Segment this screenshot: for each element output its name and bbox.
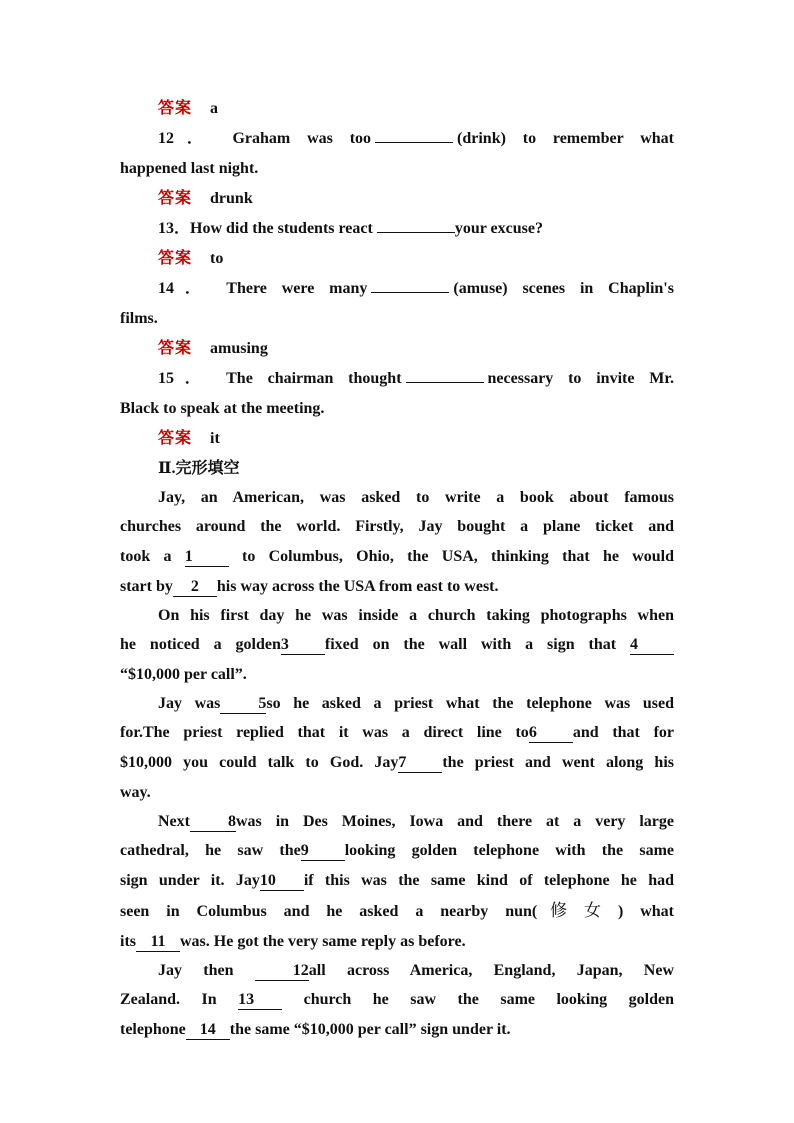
answer-label: 答案 [158,430,193,447]
passage-line: Jay, an American, was asked to write a book about famous [158,489,674,506]
passage-line: $10,000 you could talk to God. Jay7 the priest and went along his [120,754,674,771]
passage-line: Zealand. In 13 church he saw the same looking golden [120,991,674,1008]
passage-line: sign under it. Jay10 if this was the same kind of telephone he had [120,872,674,889]
answer-label: 答案 [158,340,193,357]
fill-blank[interactable] [371,274,449,293]
blank-number[interactable]: 9 [301,842,345,861]
answer-text: to [210,250,224,267]
blank-number[interactable]: 11 [136,933,180,952]
passage-line: way. [120,784,151,801]
question-text: The chairman thought [226,370,402,387]
question-number: 12． [158,130,216,147]
answer-line [120,424,674,454]
answer-label: 答案 [158,190,193,207]
question-text: (amuse) scenes in Chaplin's [453,280,674,297]
passage-line: its 11 was. He got the very same reply as before. [120,933,466,950]
question-text: necessary to invite Mr. [487,370,674,387]
answer-line [120,244,674,274]
question-number: 14． [158,280,212,297]
blank-number[interactable]: 13 [238,991,282,1010]
blank-number[interactable]: 5 [220,695,266,714]
passage-line: Jay was 5so he asked a priest what the telephone was used [158,695,675,712]
passage-line: On his first day he was inside a church taking photographs when [158,607,674,624]
passage-line: “$10,000 per call”. [120,666,247,683]
passage-paragraph-2 [120,602,674,690]
fill-blank[interactable] [375,124,453,143]
answer-line [120,334,674,364]
answer-text: a [210,100,219,117]
blank-number[interactable]: 7 [398,754,442,773]
question-number: 13． [158,220,191,237]
passage-paragraph-5 [120,957,674,1045]
section-title: Ⅱ.完形填空 [158,460,240,477]
passage-line: Next 8was in Des Moines, Iowa and there at a very large [158,813,674,830]
answer-text: it [210,430,220,447]
passage-line: seen in Columbus and he asked a nearby nun(修女) what [120,901,675,921]
blank-number[interactable]: 6 [529,724,573,743]
passage-line: he noticed a golden3 fixed on the wall with a sign that 4 [120,630,674,660]
question-text: your excuse? [454,220,543,237]
answer-line [120,184,674,214]
passage-line: took a 1 to Columbus, Ohio, the USA, thinking that he would [120,548,675,565]
fill-blank[interactable] [406,364,484,383]
passage-paragraph-1 [120,484,674,602]
answer-text: drunk [210,190,253,207]
answer-text: amusing [210,340,268,357]
question-number: 15． [158,370,212,387]
document-page [120,94,674,1045]
question-text: How did the students react [190,220,373,237]
question-12-cont: happened last night. [120,160,259,177]
question-15-cont: Black to speak at the meeting. [120,400,325,417]
chinese-gloss: 修女 [537,901,618,921]
question-text: (drink) to remember what [457,130,674,147]
blank-number[interactable]: 1 [185,548,229,567]
fill-blank[interactable] [377,214,455,233]
question-13 [120,214,674,244]
blank-number[interactable]: 8 [190,813,236,832]
answer-line [120,94,674,124]
question-text: There were many [226,280,368,297]
passage-line: churches around the world. Firstly, Jay bought a plane ticket and [120,518,674,535]
blank-number[interactable]: 4 [630,636,674,655]
answer-label: 答案 [158,100,193,117]
question-14 [120,274,674,304]
blank-number[interactable]: 14 [186,1021,230,1040]
answer-label: 答案 [158,250,193,267]
question-text: Graham was too [232,130,372,147]
blank-number[interactable]: 2 [173,578,217,597]
passage-paragraph-4 [120,808,674,957]
blank-number[interactable]: 10 [260,872,304,891]
question-15 [120,364,674,394]
blank-number[interactable]: 12 [255,962,309,981]
blank-number[interactable]: 3 [281,636,325,655]
question-12 [120,124,674,154]
passage-paragraph-3 [120,690,674,808]
question-14-cont: films. [120,310,158,327]
passage-line: telephone 14 the same “$10,000 per call” sign under it. [120,1021,511,1038]
passage-line: start by 2 his way across the USA from east to west. [120,578,499,595]
passage-line: cathedral, he saw the9 looking golden telephone with the same [120,842,674,859]
passage-line: for.The priest replied that it was a direct line to6 and that for [120,724,675,741]
passage-line: Jay then 12all across America, England, Japan, New [158,962,675,979]
